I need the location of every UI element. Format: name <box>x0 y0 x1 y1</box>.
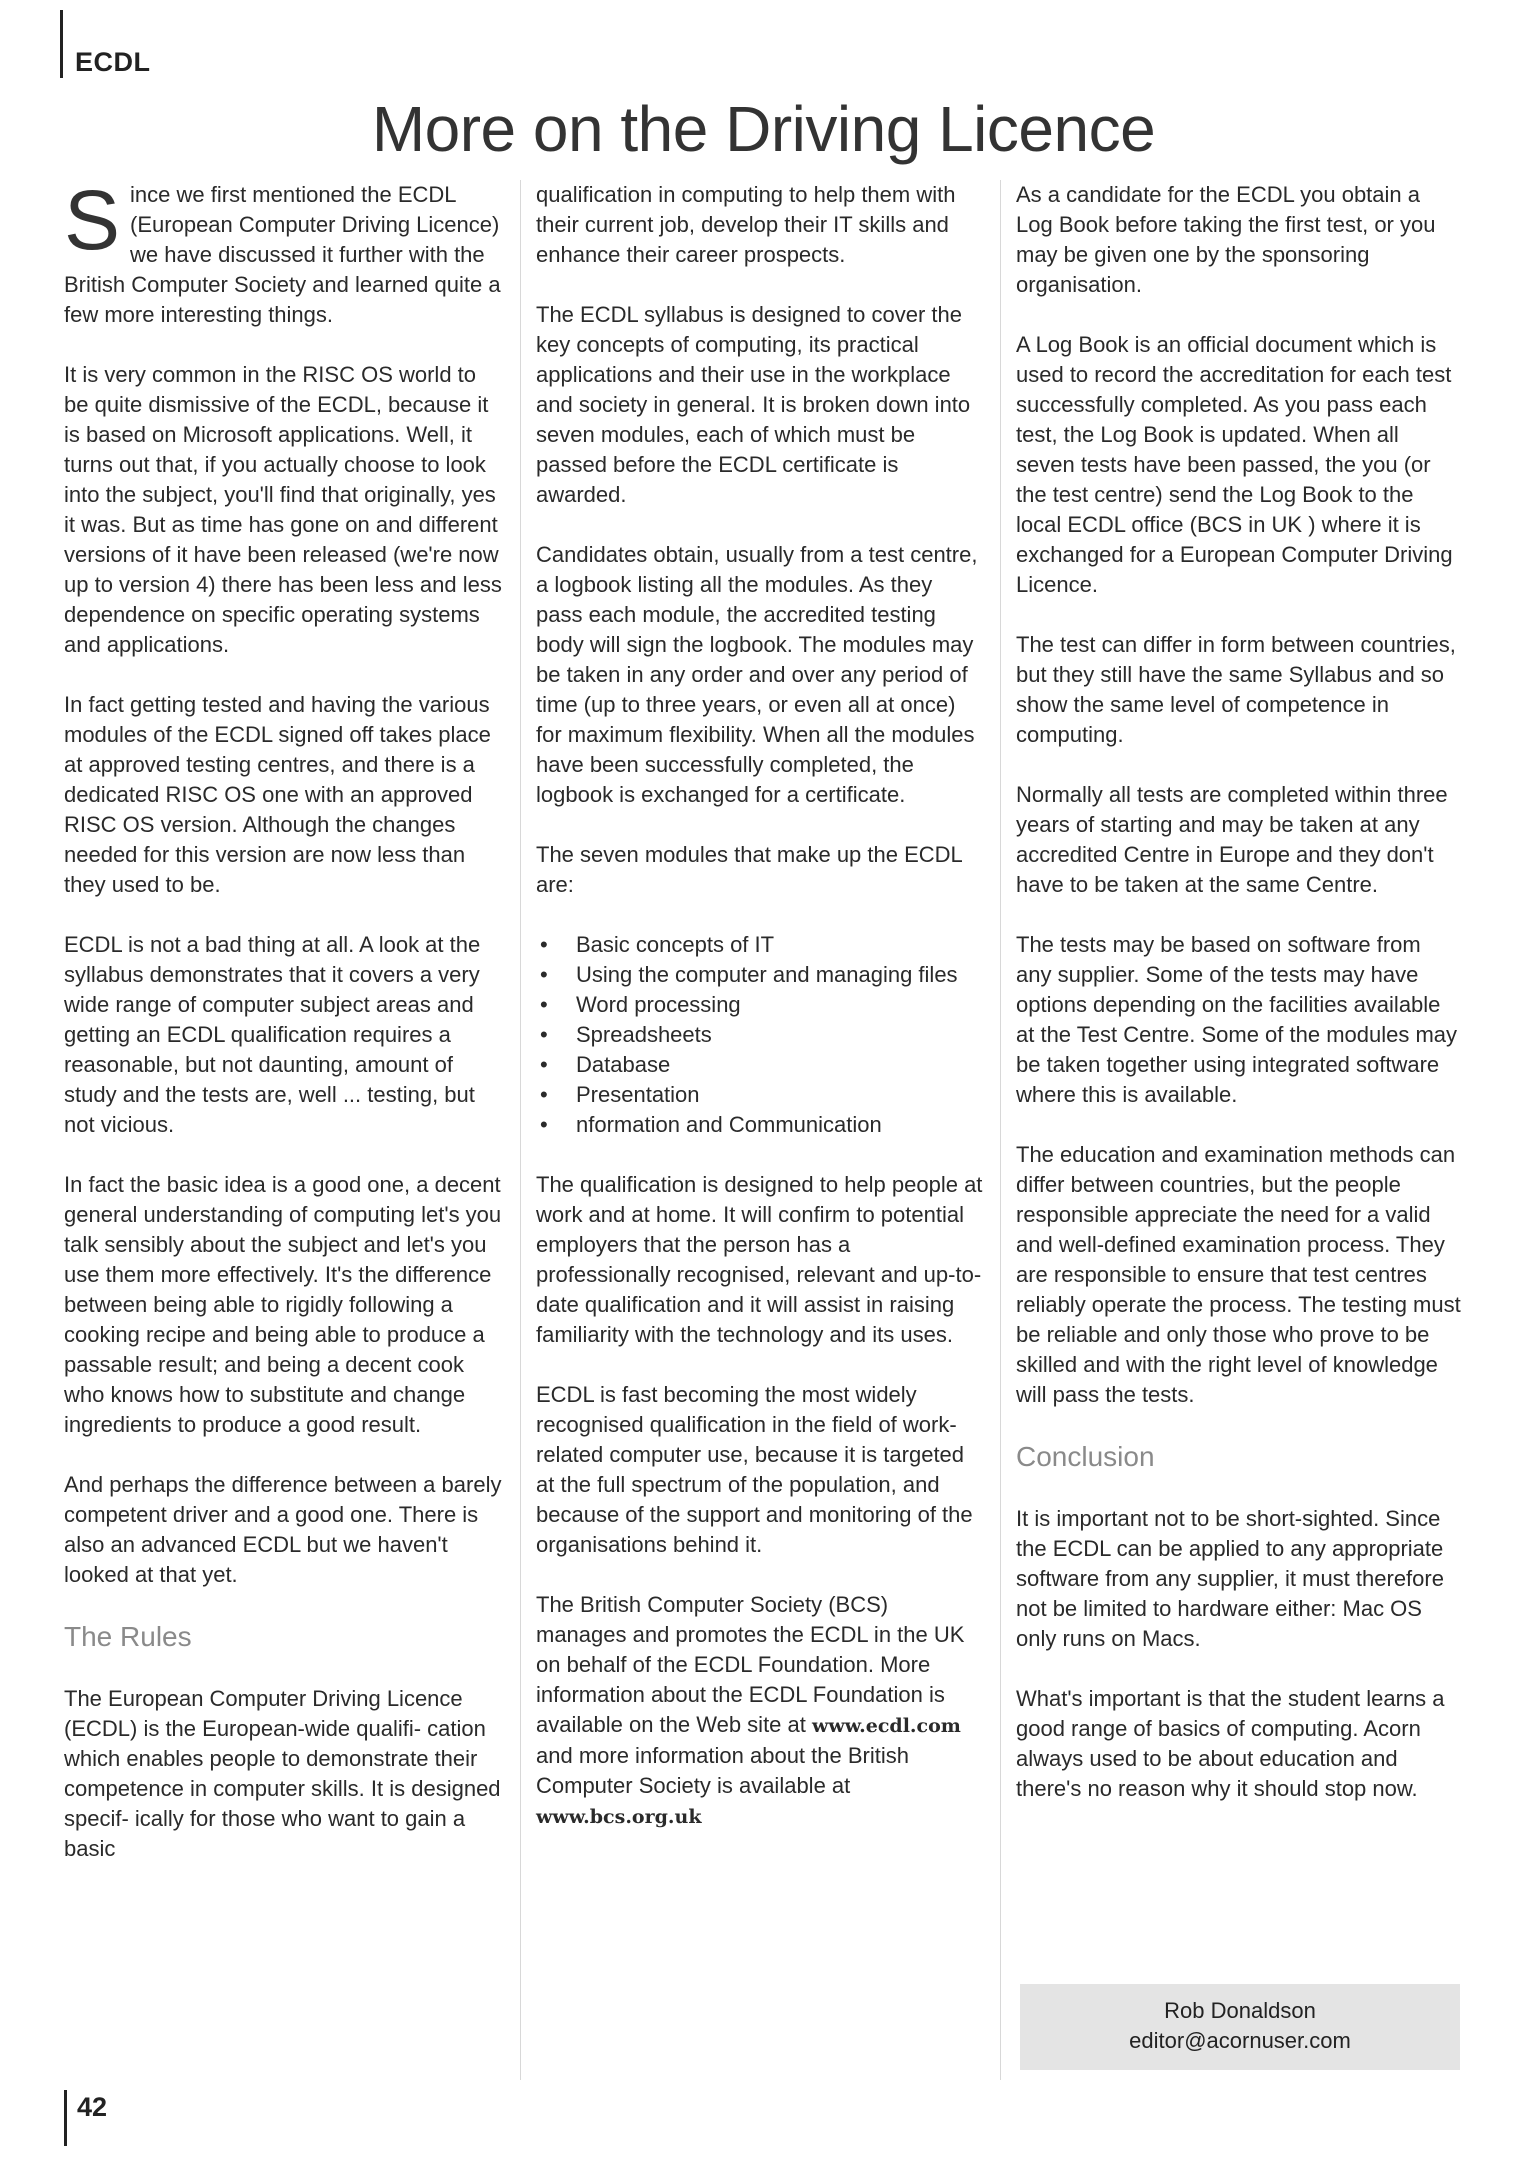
paragraph: Candidates obtain, usually from a test centre, a logbook listing all the modules. As they pass each module, the accredited testing body will sign the logbook. The modules may be taken in any order and over any period of time (up to three years, or even all at once) for maximum flexibility. When all the modules have been successfully completed, the logbook is exchanged for a certificate. <box>536 542 978 807</box>
section-tag <box>60 10 151 78</box>
paragraph: The qualification is designed to help people at work and at home. It will confirm to potential employers that the person has a professionally recognised, relevant and up-to-date qualification and it will assist in raising familiarity with the technology and its uses. <box>536 1172 983 1347</box>
paragraph: Normally all tests are completed within three years of starting and may be taken at any accredited Centre in Europe and they don't have to be taken at the same Centre. <box>1016 782 1448 897</box>
drop-cap: S <box>64 173 121 267</box>
column-divider <box>1000 180 1001 2080</box>
paragraph: It is very common in the RISC OS world to be quite dismissive of the ECDL, because it is based on Microsoft applications. Well, it turns out that, if you actually choose to look into the subject, you'll find that originally, yes it was. But as time has gone on and different versions of it have been released (we're now up to version 4) there has been less and less dependence on specific operating systems and applications. <box>64 362 502 657</box>
paragraph: As a candidate for the ECDL you obtain a Log Book before taking the first test, or you may be given one by the sponsoring organisation. <box>1016 182 1436 297</box>
author-signature <box>1020 1984 1460 2070</box>
column-3 <box>1016 180 1462 1834</box>
paragraph: The tests may be based on software from any supplier. Some of the tests may have options depending on the facilities available at the Test Centre. Some of the modules may be taken together using integrated software where this is available. <box>1016 932 1458 1107</box>
intro-paragraph <box>64 173 504 330</box>
bcs-url-link[interactable]: www.bcs.org.uk <box>536 1806 702 1828</box>
intro-text: ince we first mentioned the ECDL (European Computer Driving Licence) we have discussed it further with the British Computer Society and learned quite a few more interesting things. <box>64 182 501 327</box>
rules-heading: The Rules <box>64 1621 192 1652</box>
paragraph: ECDL is not a bad thing at all. A look at the syllabus demonstrates that it covers a very wide range of computer subject areas and getting an ECDL qualification requires a reasonable, but not daunting, amount of study and the tests are, well ... testing, but not vicious. <box>64 932 481 1137</box>
paragraph: What's important is that the student learns a good range of basics of computing. Acorn always used to be about education and there's no reason why it should stop now. <box>1016 1686 1445 1801</box>
paragraph: qualification in computing to help them with their current job, develop their IT skills and enhance their career prospects. <box>536 182 956 267</box>
author-email[interactable]: editor@acornuser.com <box>1129 2028 1351 2053</box>
paragraph: The European Computer Driving Licence (ECDL) is the European-wide qualifi- cation which enables people to demonstrate their competence in computer skills. It is designed specif- ically for those who want to gain a basic <box>64 1686 501 1861</box>
author-name: Rob Donaldson <box>1164 1998 1316 2023</box>
column-2 <box>536 180 984 1862</box>
paragraph: ECDL is fast becoming the most widely recognised qualification in the field of work-related computer use, because it is targeted at the full spectrum of the population, and because of the support and monitoring of the organisations behind it. <box>536 1382 973 1557</box>
paragraph: In fact the basic idea is a good one, a decent general understanding of computing let's you talk sensibly about the subject and let's you use them more effectively. It's the difference between being able to rigidly following a cooking recipe and being able to produce a passable result; and being a decent cook who knows how to substitute and change ingredients to produce a good result. <box>64 1172 502 1437</box>
article-title: More on the Driving Licence <box>371 93 1156 165</box>
conclusion-heading: Conclusion <box>1016 1441 1155 1472</box>
column-1 <box>64 173 504 1894</box>
list-item: • Spreadsheets <box>576 1020 984 1050</box>
list-item: • Using the computer and managing files <box>576 960 984 990</box>
column-divider <box>520 180 521 2080</box>
paragraph: And perhaps the difference between a barely competent driver and a good one. There is also an advanced ECDL but we haven't looked at that yet. <box>64 1472 502 1587</box>
bcs-text: The British Computer Society (BCS) manages and promotes the ECDL in the UK on behalf of the ECDL Foundation. More information about the ECDL Foundation is available on the Web site at <box>536 1592 965 1737</box>
list-item: • Presentation <box>576 1080 984 1110</box>
bcs-paragraph <box>536 1590 984 1832</box>
paragraph: It is important not to be short-sighted. Since the ECDL can be applied to any appropriate software from any supplier, it must therefore not be limited to hardware either: Mac OS only runs on Macs. <box>1016 1506 1444 1651</box>
paragraph: The ECDL syllabus is designed to cover the key concepts of computing, its practical applications and their use in the workplace and society in general. It is broken down into seven modules, each of which must be passed before the ECDL certificate is awarded. <box>536 302 971 507</box>
paragraph: The test can differ in form between countries, but they still have the same Syllabus and so show the same level of competence in computing. <box>1016 632 1456 747</box>
page-number: 42 <box>77 2092 108 2122</box>
list-item: • Word processing <box>576 990 984 1020</box>
paragraph: The education and examination methods can differ between countries, but the people responsible appreciate the need for a valid and well-defined examination process. They are responsible to ensure that test centres reliably operate the process. The testing must be reliable and only those who prove to be skilled and with the right level of knowledge will pass the tests. <box>1016 1142 1461 1407</box>
list-item: • Basic concepts of IT <box>576 930 984 960</box>
section-label: ECDL <box>75 47 151 77</box>
page-folio <box>64 2090 107 2146</box>
list-item: • nformation and Communication <box>576 1110 984 1140</box>
paragraph: A Log Book is an official document which is used to record the accreditation for each test successfully completed. As you pass each test, the Log Book is updated. When all seven tests have been passed, the you (or the test centre) send the Log Book to the local ECDL office (BCS in UK ) where it is exchanged for a European Computer Driving Licence. <box>1016 332 1453 597</box>
paragraph: The seven modules that make up the ECDL are: <box>536 842 962 897</box>
ecdl-url-link[interactable]: www.ecdl.com <box>812 1715 961 1737</box>
list-item: • Database <box>576 1050 984 1080</box>
bcs-text: and more information about the British Computer Society is available at <box>536 1743 909 1798</box>
modules-list <box>536 930 984 1140</box>
paragraph: In fact getting tested and having the various modules of the ECDL signed off takes place at approved testing centres, and there is a dedicated RISC OS one with an approved RISC OS version. Although the changes needed for this version are now less than they used to be. <box>64 692 491 897</box>
